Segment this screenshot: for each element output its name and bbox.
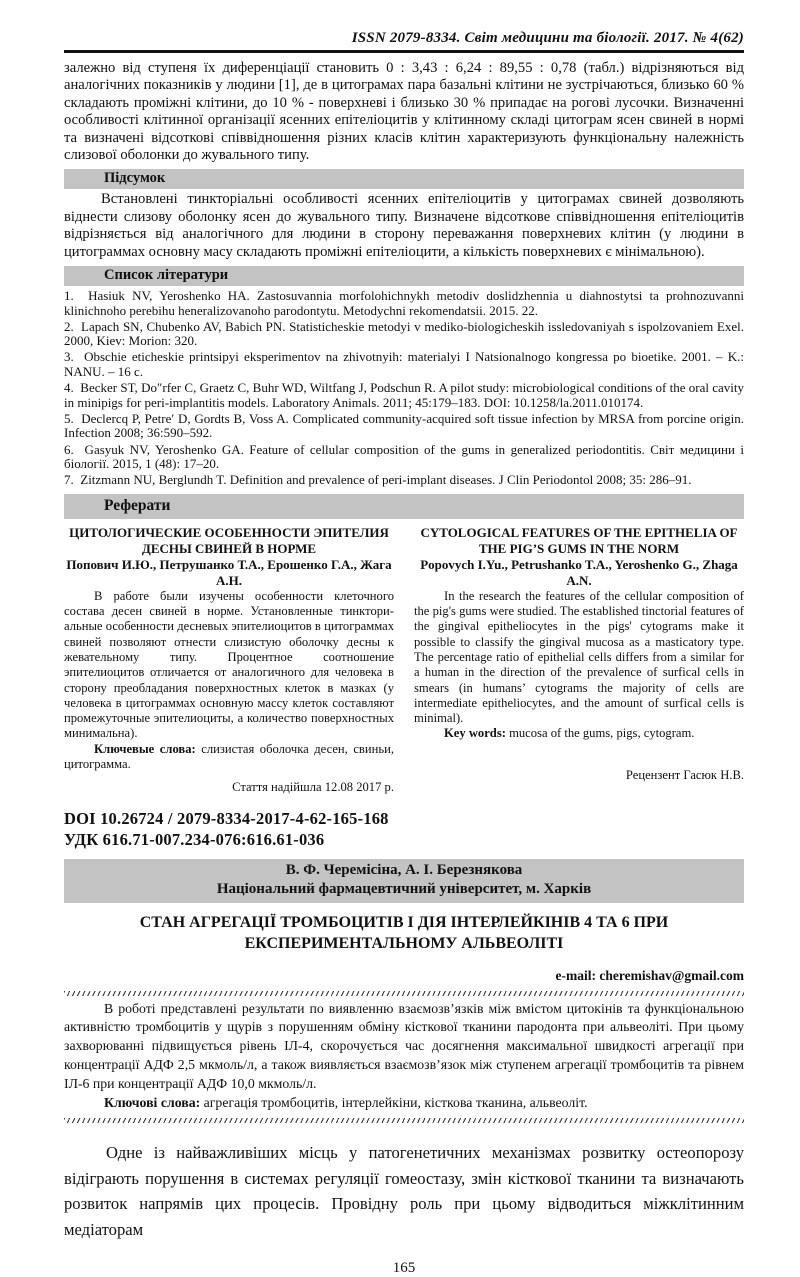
reference-item: 2. Lapach SN, Chubenko AV, Babich PN. Statisticheskie metodyi v mediko-biologicheskih issledovaniyah s ispolzovaniem Exel. 2000, Kiev: Morion: 320. <box>64 318 744 349</box>
next-article-keywords <box>64 1094 744 1113</box>
next-article-title: СТАН АГРЕГАЦІЇ ТРОМБОЦИТІВ І ДІЯ ІНТЕРЛЕЙКІНІВ 4 ТА 6 ПРИ ЕКСПЕРИМЕНТАЛЬНОМУ АЛЬВЕОЛІТІ <box>139 913 669 952</box>
author-email: e-mail: cheremishav@gmail.com <box>555 967 744 983</box>
reference-item: 3. Obschie eticheskie printsipyi eksperimentov na zhivotnyih: materialyi I Natsionalnogo kongressa po bioetike. 2001. – K.: NANU. – 16 c. <box>64 349 744 380</box>
section-heading-references: Список літератури <box>64 266 744 286</box>
references-list <box>64 289 744 488</box>
reference-item: 1. Hasiuk NV, Yeroshenko HA. Zastosuvannia morfolohichnykh metodiv doslidzhennia u diahnostytsi ta prohnozuvanni klinichnoho perebihu heneralizovanoho parodontytu. Metodychni rekomendatsii. 2015. 22. <box>64 288 744 318</box>
udc-line: УДК 616.71-007.234-076:616.61-036 <box>64 829 325 849</box>
reviewer-line: Рецензент Гасюк Н.В. <box>625 767 744 782</box>
hatched-divider-top <box>64 991 744 996</box>
reference-item: 5. Declercq P, Petre′ D, Gordts B, Voss A. Complicated community-acquired soft tissue infection by MRSA from porcine origin. Infection 2008; 36:590–592. <box>64 410 744 441</box>
reference-item: 6. Gasyuk NV, Yeroshenko GA. Feature of cellular composition of the gums in generalized periodontitis. Світ медицини і біології. 2015, 1 (48): 17–20. <box>64 441 744 472</box>
next-article-authors: В. Ф. Черемісіна, А. І. Березнякова <box>285 861 523 878</box>
article-received-date: Стаття надійшла 12.08 2017 р. <box>232 780 394 795</box>
next-article-affiliation: Національний фармацевтичний університет, м. Харків <box>216 881 592 898</box>
abstract-column-en <box>414 525 744 796</box>
abstract-en-keywords-text: mucosa of the gums, pigs, cytogram. <box>505 726 695 741</box>
abstract-ru-text: В работе были изучены особенности клеточного состава десен свиней в норме. Установленные тинктори-альные особенности десневых эпителиоцитов в цитограммах свиней позволяют отнести слизистую оболочку десны к жевательному типу. Процентное соотношение эпителиоцитов отличается от аналогичного для человека в сторону преобладания поверхностных клеток в мазках (у человека в цитограммах основную массу клеток составляют промежуточные эпителиоциты, а количество поверхностных минимальна). <box>64 588 394 741</box>
intro-paragraph: залежно від ступеня їх диференціації становить 0 : 3,43 : 6,24 : 89,55 : 0,78 (табл.) відрізняються від аналогічних показників у людини [1], де в цитограмах пара базальні клітини не зустрічаються, близько 60 % складають проміжні клітини, до 10 % - поверхневі і близько 30 % припадає на рогові лусочки. Визначенні особливості клітинної організації ясенних епітеліоцитів у клітинному складі цитограм ясен свиней в нормі та визначені відсоткові співвідношення різних класів клітин характеризують функціональну належність слизової оболонки до жувального типу. <box>64 60 744 164</box>
abstract-ru-keywords-text: слизистая оболочка десен, свиньи, цитограмма. <box>64 741 394 772</box>
next-article-keywords-text: агрегація тромбоцитів, інтерлейкіни, кісткова тканина, альвеоліт. <box>200 1094 588 1110</box>
abstract-en-text: In the research the features of the cellular composition of the pig's gums were studied. The established tinctorial features of the gingival epitheliocytes in the pigs' cytograms make it possible to classify the gingival mucosa as a masticatory type. The percentage ratio of epithelial cells differs from a similar for a human in the direction of the prevalence of surfical cells in smears (in humans’ cytograms the majority of cells are intermediate epitheliocytes, and the amount of surfical cells is minimal). <box>414 588 744 726</box>
page-number: 165 <box>392 1260 416 1277</box>
section-heading-abstracts: Реферати <box>64 494 744 519</box>
abstract-ru-authors: Попович И.Ю., Петрушанко Т.А., Ерошенко Г.А., Жага А.Н. <box>66 556 392 588</box>
next-article-authors-bar <box>64 859 744 903</box>
abstract-column-ru <box>64 525 394 796</box>
reference-item: 7. Zitzmann NU, Berglundh T. Definition and prevalence of peri-implant diseases. J Clin Periodontol 2008; 35: 286–91. <box>64 472 692 488</box>
next-article-keywords-label: Ключові слова: <box>104 1094 201 1110</box>
doi-line: DOI 10.26724 / 2079-8334-2017-4-62-165-168 <box>64 808 389 828</box>
abstract-ru-keywords <box>64 742 394 773</box>
abstract-en-authors: Popovych I.Yu., Petrushanko T.A., Yeroshenko G., Zhaga A.N. <box>420 556 738 588</box>
next-article-body-paragraph: Одне із найважливіших місць у патогенетичних механізмах розвитку остеопорозу відіграють порушення в системах регуляції гомеостазу, змін кісткової тканини та визначають розвиток напрямів цих процесів. Провідну роль при цьому відводиться міжклітинним медіаторам <box>64 1143 744 1239</box>
abstract-en-keywords <box>414 726 744 741</box>
reference-item: 4. Becker ST, Do″rfer C, Graetz C, Buhr WD, Wiltfang J, Podschun R. A pilot study: microbiological conditions of the oral cavity in minipigs for peri-implantitis models. Laboratory Animals. 2011; 45:179–183. DOI: 10.1258/la.2011.010174. <box>64 380 744 410</box>
next-article-abstract: В роботі представлені результати по виявленню взаємозв’язків між вмістом цитокінів та функціональною активністю тромбоцитів у щурів з порушенням обміну кісткової тканини пародонта при альвеоліті. При цьому захворюванні підвищується рівень ІЛ-4, скорочується час досягнення максимальної швидкості агрегації при концентрації АДФ 2,5 мкмоль/л, а також виявляється взаємозв’язок між ступенем агрегації тромбоцитів та рівнем ІЛ-6 при концентрації АДФ 10,0 мкмоль/л. <box>64 1000 744 1091</box>
abstract-ru-keywords-label: Ключевые слова: <box>94 741 196 756</box>
abstract-en-title: CYTOLOGICAL FEATURES OF THE EPITHELIA OF THE PIG’S GUMS IN THE NORM <box>420 524 738 556</box>
abstracts-columns <box>64 525 744 796</box>
doi-udc-block <box>64 808 744 850</box>
section-heading-summary: Підсумок <box>64 169 744 189</box>
journal-header: ISSN 2079-8334. Світ медицини та біології. 2017. № 4(62) <box>64 30 744 53</box>
hatched-divider-bottom <box>64 1118 744 1123</box>
summary-paragraph: Встановлені тинкторіальні особливості ясенних епітеліоцитів у цитограмах свиней дозволяють віднести слизову оболонку ясен до жувального типу. Визначене відсоткове співвідношення епітеліоцитів відрізняється від аналогічного для людини в сторону переважання поверхневих клітин (у людини в цитограммах основну масу складають проміжні епітеліоцити, а кількість поверхневих є мінімальною). <box>64 191 744 260</box>
abstract-en-keywords-label: Key words: <box>444 726 506 741</box>
abstract-ru-title: ЦИТОЛОГИЧЕСКИЕ ОСОБЕННОСТИ ЭПИТЕЛИЯ ДЕСНЫ СВИНЕЙ В НОРМЕ <box>69 524 389 556</box>
